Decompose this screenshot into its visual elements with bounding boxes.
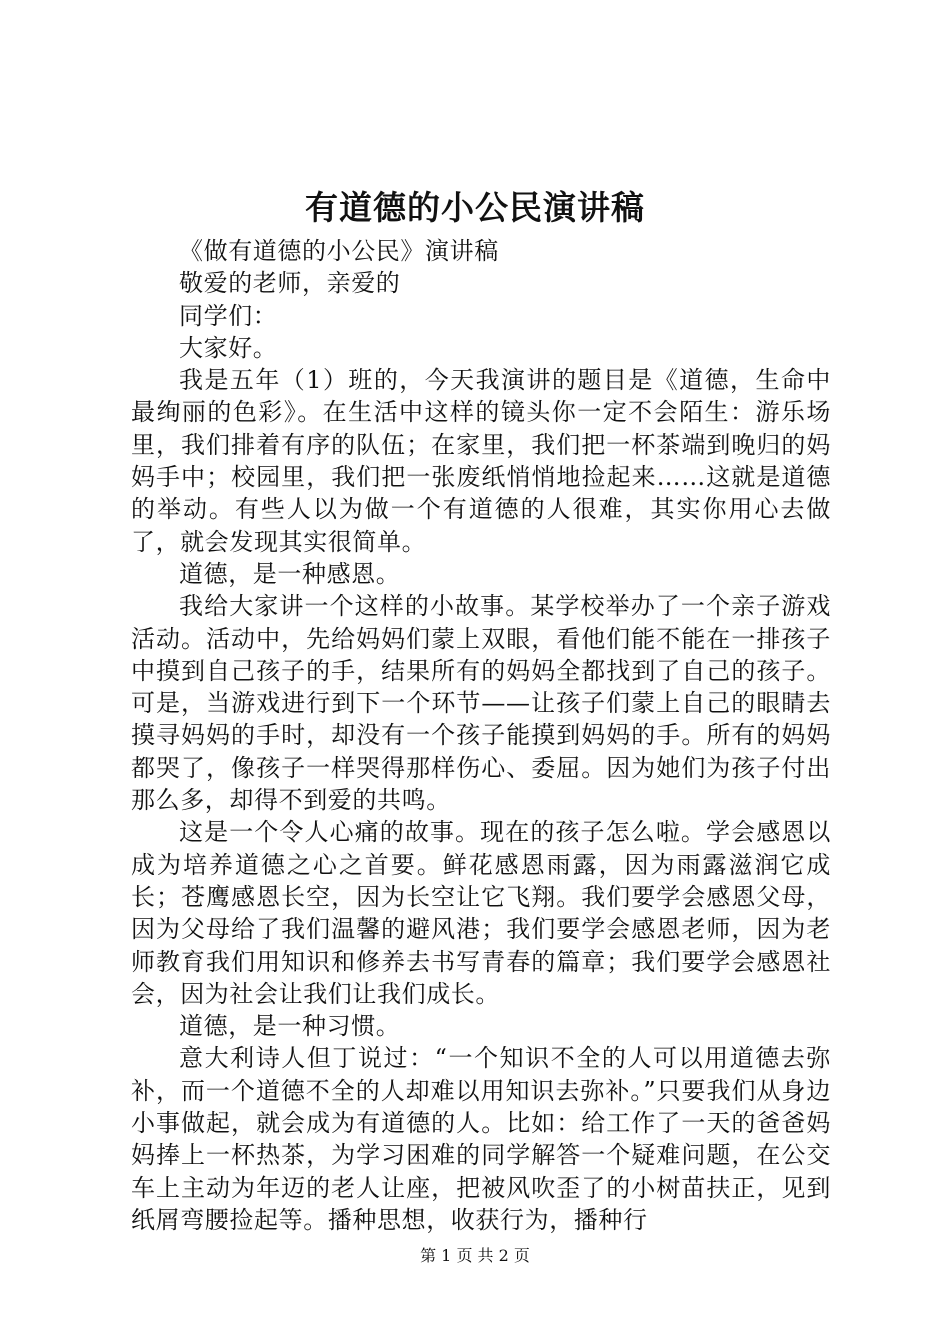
- paragraph: 敬爱的老师，亲爱的: [179, 269, 401, 298]
- paragraph: 我给大家讲一个这样的小故事。某学校举办了一个亲子游戏活动。活动中，先给妈妈们蒙上双眼，看他们能不能在一排孩子中摸到自己孩子的手，结果所有的妈妈全都找到了自己的孩子。可是，当游戏进行到下一个环节——让孩子们蒙上自己的眼睛去摸寻妈妈的手时，却没有一个孩子能摸到妈妈的手。所有的妈妈都哭了，像孩子一样哭得那样伤心、委屈。因为她们为孩子付出那么多，却得不到爱的共鸣。: [131, 592, 831, 815]
- paragraph: 道德，是一种习惯。: [179, 1012, 401, 1041]
- page-number-footer: 第 1 页 共 2 页: [420, 1246, 530, 1265]
- paragraph: 意大利诗人但丁说过：“一个知识不全的人可以用道德去弥补，而一个道德不全的人却难以用知识去弥补。”只要我们从身边小事做起，就会成为有道德的人。比如：给工作了一天的爸爸妈妈捧上一杯热茶，为学习困难的同学解答一个疑难问题，在公交车上主动为年迈的老人让座，把被风吹歪了的小树苗扶正，见到纸屑弯腰捡起等。播种思想，收获行为，播种行: [131, 1044, 831, 1234]
- paragraph: 《做有道德的小公民》演讲稿: [179, 237, 499, 265]
- document-body: [131, 235, 831, 1236]
- paragraph: 同学们：: [179, 301, 278, 330]
- paragraph: 这是一个令人心痛的故事。现在的孩子怎么啦。学会感恩以成为培养道德之心之首要。鲜花感恩雨露，因为雨露滋润它成长；苍鹰感恩长空，因为长空让它飞翔。我们要学会感恩父母，因为父母给了我们温馨的避风港；我们要学会感恩老师，因为老师教育我们用知识和修养去书写青春的篇章；我们要学会感恩社会，因为社会让我们让我们成长。: [131, 818, 831, 1008]
- document-title: 有道德的小公民演讲稿: [305, 188, 645, 227]
- paragraph: 道德，是一种感恩。: [179, 559, 401, 588]
- paragraph: 我是五年（1）班的，今天我演讲的题目是《道德，生命中最绚丽的色彩》。在生活中这样的镜头你一定不会陌生：游乐场里，我们排着有序的队伍；在家里，我们把一杯茶端到晚归的妈妈手中；校园里，我们把一张废纸悄悄地捡起来……这就是道德的举动。有些人以为做一个有道德的人很难，其实你用心去做了，就会发现其实很简单。: [131, 366, 831, 556]
- paragraph: 大家好。: [179, 333, 278, 362]
